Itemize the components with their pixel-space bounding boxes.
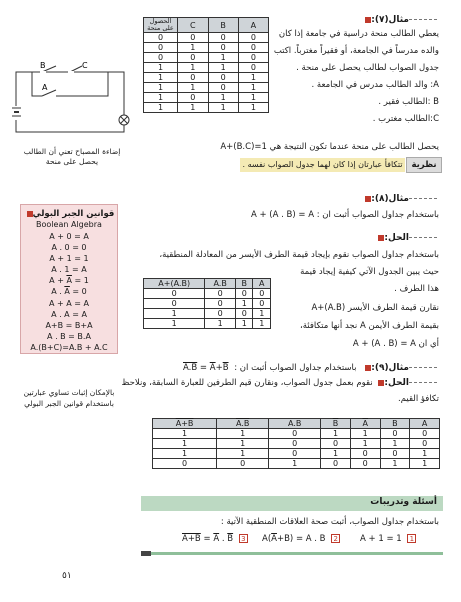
table-header-cell: A+B — [153, 419, 217, 429]
table-header-cell: A — [238, 18, 268, 33]
exercise-item-3 — [182, 533, 248, 545]
table-header-cell: B — [235, 279, 253, 289]
table-cell: 0 — [380, 449, 410, 459]
table-cell: 0 — [321, 439, 351, 449]
table-cell: 0 — [178, 53, 209, 63]
example8-line: أي ان A + (A . B) = A — [352, 339, 439, 349]
table-cell: 1 — [178, 43, 209, 53]
table-cell: 0 — [205, 309, 236, 319]
example9-truth-table — [152, 418, 440, 469]
table-header-row — [144, 279, 271, 289]
table-cell: 0 — [178, 93, 209, 103]
table-header-row — [153, 419, 440, 429]
table-cell: 0 — [350, 449, 380, 459]
example7-conclusion: يحصل الطالب على منحة عندما تكون النتيجة هي 1=A+(B.C) — [220, 142, 439, 152]
table-header-cell: C — [178, 18, 209, 33]
table-cell: 0 — [410, 429, 440, 439]
example7-text — [274, 28, 439, 125]
example8-line: بقيمة الطرف الأيمن A نجد أنها متكافئة، — [299, 321, 439, 331]
example7-label: مثال(٧): — [371, 15, 409, 25]
table-header-cell: الحصول على منحة — [144, 18, 178, 33]
table-row — [153, 449, 440, 459]
table-row — [144, 53, 269, 63]
table-header-cell: A.B — [217, 419, 269, 429]
table-cell: 0 — [144, 289, 205, 299]
table-row — [144, 83, 269, 93]
table-cell: 0 — [153, 459, 217, 469]
table-cell: 1 — [253, 319, 271, 329]
table-body — [144, 33, 269, 113]
table-cell: 1 — [217, 449, 269, 459]
table-row — [144, 319, 271, 329]
table-row — [153, 459, 440, 469]
table-row — [144, 33, 269, 43]
example7-line: جدول الصواب لطالب يحصل على منحة . — [296, 63, 439, 73]
exercise-expr: $A(\overline{A}+B) = A$ . B — [262, 534, 326, 544]
exercises-title: أسئلة وتدريبات — [370, 497, 437, 507]
table-cell: 0 — [238, 63, 268, 73]
example9-line: نقوم بعمل جدول الصواب، ونقارن قيم الطرفين للعبارة السابقة، ونلاحظ — [121, 378, 373, 388]
table-cell: 1 — [238, 73, 268, 83]
boolean-law: A . 1 = A — [51, 265, 87, 275]
exercise-number-icon: 3 — [239, 534, 248, 543]
table-cell: 0 — [208, 73, 238, 83]
exercises-prompt: باستخدام جداول الصواب، أثبت صحة العلاقات المنطقية الآتية : — [220, 517, 439, 527]
example8-line: هذا الطرف . — [394, 284, 439, 294]
exercise-number-icon: 2 — [331, 534, 340, 543]
example8-statement: باستخدام جداول الصواب أثبت ان : A + (A . B) = A — [250, 210, 439, 220]
table-cell: 0 — [205, 289, 236, 299]
table-cell: 1 — [208, 93, 238, 103]
dash-line — [409, 198, 437, 199]
example9-formula: $A.B = \overline{A}+\overline{B}$ — [183, 363, 229, 373]
table-cell: 0 — [253, 289, 271, 299]
table-cell: 1 — [153, 449, 217, 459]
table-cell: 0 — [235, 289, 253, 299]
table-cell: 1 — [205, 319, 236, 329]
dash-line — [409, 367, 437, 368]
page-number: ٥١ — [62, 571, 72, 581]
table-cell: 1 — [253, 309, 271, 319]
table-cell: 1 — [380, 459, 410, 469]
table-cell: 1 — [178, 63, 209, 73]
boolean-law: $A + \overline{A} = 1$ — [49, 276, 89, 286]
table-cell: 1 — [144, 319, 205, 329]
table-cell: 0 — [144, 43, 178, 53]
table-cell: 1 — [153, 439, 217, 449]
table-header-cell: A — [410, 419, 440, 429]
boolean-law: A . A = A — [51, 309, 87, 319]
example8-line: باستخدام جداول الصواب نقوم بإيجاد قيمة الطرف الأيسر من المعادلة المنطقية، — [159, 250, 439, 260]
boolean-law: A + 0 = A — [49, 232, 89, 241]
table-cell: 1 — [410, 449, 440, 459]
table-cell: 1 — [235, 319, 253, 329]
table-cell: 0 — [144, 299, 205, 309]
table-cell: 1 — [350, 429, 380, 439]
example9-statement: باستخدام جداول الصواب أثبت ان : — [234, 363, 357, 373]
theorem-text: تتكافأ عبارتان إذا كان لهما جدول الصواب نفسه . — [240, 158, 405, 172]
table-cell: 1 — [380, 439, 410, 449]
table-cell: 0 — [321, 459, 351, 469]
table-cell: 1 — [144, 83, 178, 93]
table-row — [144, 73, 269, 83]
table-cell: 1 — [144, 103, 178, 113]
table-cell: 0 — [238, 33, 268, 43]
example8-line: نقارن قيمة الطرف الأيسر (A+(A.B — [311, 303, 439, 313]
table-cell: 1 — [238, 93, 268, 103]
table-cell: 1 — [321, 429, 351, 439]
table-cell: 0 — [350, 459, 380, 469]
example8-truth-table — [143, 278, 271, 329]
table-cell: 0 — [238, 43, 268, 53]
theorem-label: نظرية — [406, 157, 442, 173]
table-header-cell: A.B — [205, 279, 236, 289]
example7-truth-table — [143, 17, 269, 113]
boolean-law: A + 1 = 1 — [49, 254, 89, 264]
table-header-cell: A — [253, 279, 271, 289]
exercise-item-2 — [262, 533, 340, 545]
table-row — [144, 43, 269, 53]
exercise-item-1 — [360, 533, 416, 545]
table-row — [144, 289, 271, 299]
example7-line: A: والد الطالب مدرس في الجامعة . — [311, 80, 439, 90]
table-cell: 0 — [410, 439, 440, 449]
table-header-cell: B — [380, 419, 410, 429]
example9-line: تكافؤ القيم. — [398, 394, 439, 404]
exercise-number-icon: 1 — [407, 534, 416, 543]
footer-bar — [141, 551, 443, 556]
table-cell: 1 — [208, 103, 238, 113]
table-cell: 1 — [238, 103, 268, 113]
exercise-expr: $A+B = \overline{A}$ . $\overline{B}$ — [182, 534, 234, 544]
dash-line — [409, 382, 437, 383]
example8-heading: مثال(٨): — [362, 193, 441, 205]
dash-line — [409, 19, 437, 20]
table-cell: 1 — [144, 309, 205, 319]
example7-line: B :الطالب فقير . — [378, 97, 439, 107]
table-cell: 1 — [410, 459, 440, 469]
table-cell: 0 — [208, 43, 238, 53]
table-cell: 0 — [217, 459, 269, 469]
table-header-cell: $\overline{B}$ — [321, 419, 351, 429]
example9-solution: الحل: نقوم بعمل جدول الصواب، ونقارن قيم الطرفين للعبارة السابقة، ونلاحظ — [122, 377, 441, 389]
table-row — [144, 63, 269, 73]
table-cell: 0 — [269, 439, 321, 449]
boolean-law: A . $\overline{A} = 0$ — [51, 287, 87, 297]
table-row — [144, 309, 271, 319]
table-header-row — [144, 18, 269, 33]
boolean-laws-note: بالإمكان إثبات تساوي عبارتين باستخدام قوانين الجبر البولي — [23, 388, 115, 408]
table-row — [153, 439, 440, 449]
table-header-cell: A.B — [269, 419, 321, 429]
table-row — [153, 429, 440, 439]
table-cell: 0 — [235, 309, 253, 319]
label-c: C — [82, 61, 88, 70]
table-cell: 0 — [253, 299, 271, 309]
table-cell: 1 — [208, 63, 238, 73]
boolean-laws-box — [20, 204, 118, 354]
table-cell: 1 — [153, 429, 217, 439]
table-cell: 1 — [217, 439, 269, 449]
boolean-law: A + A = A — [49, 298, 89, 308]
table-cell: 0 — [238, 53, 268, 63]
table-header-cell: A+(A.B) — [144, 279, 205, 289]
table-body — [144, 289, 271, 329]
table-cell: 0 — [178, 33, 209, 43]
table-cell: 1 — [217, 429, 269, 439]
boolean-law: A . B = B.A — [47, 331, 91, 341]
table-cell: 1 — [178, 83, 209, 93]
boolean-laws-subtitle: Boolean Algebra — [36, 220, 102, 229]
circuit-diagram — [12, 58, 134, 148]
example8-solution-heading: الحل: — [375, 232, 441, 244]
exercises-banner — [141, 496, 443, 511]
table-cell: 1 — [144, 73, 178, 83]
example7-line: والده مدرساً في الجامعة، أو فقيراً مغترباً. اكتب — [273, 46, 439, 56]
table-cell: 1 — [269, 459, 321, 469]
table-row — [144, 93, 269, 103]
table-cell: 1 — [238, 83, 268, 93]
example8-line: حيث يبين الجدول الآتي كيفية إيجاد قيمة — [300, 267, 439, 277]
label-a: A — [42, 83, 48, 92]
table-cell: 1 — [178, 103, 209, 113]
dash-line — [409, 237, 437, 238]
table-cell: 1 — [208, 53, 238, 63]
table-cell: 0 — [144, 53, 178, 63]
boolean-law: A.(B+C)=A.B + A.C — [30, 342, 108, 352]
table-row — [144, 103, 269, 113]
table-row — [144, 299, 271, 309]
label-b: B — [40, 61, 46, 70]
boolean-law: A . 0 = 0 — [51, 243, 87, 253]
example9-heading: مثال(٩): باستخدام جداول الصواب أثبت ان : $A.B = \overline{A}+\overline{B}$ — [183, 362, 441, 374]
table-cell: 0 — [208, 33, 238, 43]
boolean-laws-title: قوانين الجبر البولي — [21, 209, 117, 219]
table-cell: 0 — [178, 73, 209, 83]
table-cell: 0 — [205, 299, 236, 309]
table-cell: 0 — [380, 429, 410, 439]
table-cell: 1 — [350, 439, 380, 449]
table-cell: 1 — [144, 63, 178, 73]
circuit-caption: إضاءة المصباح تعني أن الطالب يحصل على منحة — [23, 147, 121, 166]
boolean-laws-list — [21, 231, 117, 353]
table-cell: 1 — [144, 93, 178, 103]
table-cell: 0 — [144, 33, 178, 43]
table-cell: 0 — [208, 83, 238, 93]
table-body — [153, 429, 440, 469]
table-cell: 1 — [235, 299, 253, 309]
boolean-law: A+B = B+A — [45, 320, 93, 330]
table-cell: 0 — [269, 449, 321, 459]
table-header-cell: B — [208, 18, 238, 33]
exercise-expr: A + 1 = 1 — [360, 534, 402, 544]
table-cell: 1 — [321, 449, 351, 459]
example7-line: يعطي الطالب منحة دراسية في جامعة إذا كان — [278, 29, 439, 39]
table-cell: 0 — [269, 429, 321, 439]
example7-line: C:الطالب مغترب . — [372, 114, 439, 124]
example7-heading — [362, 14, 441, 26]
table-header-cell: $\overline{A}$ — [350, 419, 380, 429]
